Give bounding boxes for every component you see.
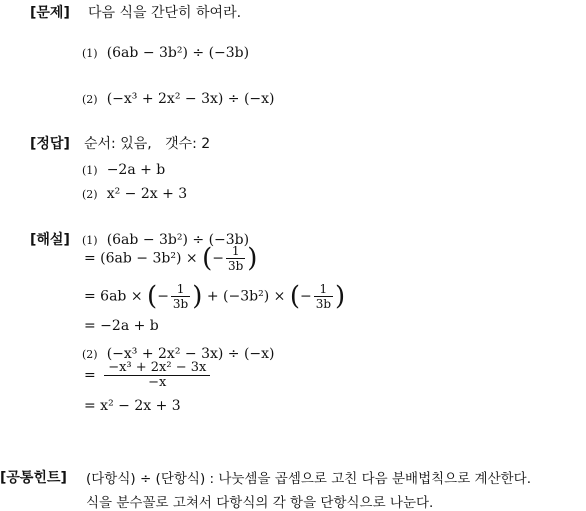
fraction-denominator: 3b	[315, 297, 332, 311]
problem-item-1-number: (1)	[82, 47, 98, 60]
close-paren: )	[335, 281, 346, 312]
explanation-1-line-2-prefix: = (6ab − 3b²) ×	[84, 250, 203, 267]
fraction-denominator: 3b	[227, 259, 244, 273]
answer-item-1-number: (1)	[82, 164, 98, 177]
hint-line-2: 식을 분수꼴로 고쳐서 다항식의 각 항을 단항식으로 나눈다.	[86, 495, 434, 511]
fraction-denominator: −x	[148, 375, 167, 390]
explanation-1-line-3-mid: + (−3b²) ×	[202, 288, 290, 305]
fraction-one-over-3b	[226, 244, 245, 273]
fraction-one-over-3b	[314, 282, 333, 311]
answer-item-2-number: (2)	[82, 188, 98, 201]
answer-item-1	[82, 159, 165, 178]
answer-label: [정답]	[30, 136, 70, 152]
close-paren: )	[192, 281, 203, 312]
explanation-1-line-3-prefix: = 6ab ×	[84, 288, 148, 305]
open-paren: (	[202, 243, 213, 274]
fraction-one-over-3b	[171, 282, 190, 311]
close-paren: )	[247, 243, 258, 274]
problem-item-2-number: (2)	[82, 93, 98, 106]
explanation-2-line-3: = x² − 2x + 3	[84, 398, 181, 414]
answer-item-1-expr: −2a + b	[106, 162, 166, 178]
explanation-1-line-4: = −2a + b	[84, 318, 159, 334]
fraction-polynomial-over-minus-x	[104, 361, 210, 390]
fraction-numerator: 1	[226, 244, 245, 259]
problem-item-2-expr: (−x³ + 2x² − 3x) ÷ (−x)	[106, 91, 275, 107]
hint-line-1: (다항식) ÷ (단항식) : 나눗셈을 곱셈으로 고친 다음 분배법칙으로 계산한다.	[86, 471, 531, 487]
explanation-2-expr: (−x³ + 2x² − 3x) ÷ (−x)	[106, 346, 275, 362]
explanation-1-expr: (6ab − 3b²) ÷ (−3b)	[106, 232, 250, 248]
answer-summary: 순서: 있음, 갯수: 2	[84, 136, 211, 152]
answer-item-2-expr: x² − 2x + 3	[106, 186, 188, 202]
problem-item-1-expr: (6ab − 3b²) ÷ (−3b)	[106, 45, 250, 61]
explanation-1-line-3: = 6ab × (− $\frac{1}{3b}$ ) + (−3b²) × (− $\frac{1}{3b}$ )	[84, 281, 346, 312]
problem-label: [문제]	[30, 5, 70, 21]
fraction-numerator: −x³ + 2x² − 3x	[104, 361, 210, 376]
explanation-2-number: (2)	[82, 348, 98, 361]
problem-instruction: 다음 식을 간단히 하여라.	[88, 5, 242, 21]
explanation-1-line-2: = (6ab − 3b²) × (− $\frac{1}{3b}$ )	[84, 243, 258, 274]
hint-label: [공통힌트]	[0, 470, 67, 486]
open-paren: (	[147, 281, 158, 312]
problem-item-2	[82, 88, 275, 107]
explanation-1-number: (1)	[82, 234, 98, 247]
fraction-denominator: 3b	[172, 297, 189, 311]
explanation-label: [해설]	[30, 232, 70, 248]
fraction-numerator: 1	[171, 282, 190, 297]
explanation-2-line-2: = $\frac{\text{−x³ + 2x² − 3x}}{-x}$	[84, 361, 212, 390]
open-paren: (	[289, 281, 300, 312]
fraction-numerator: 1	[314, 282, 333, 297]
answer-item-2	[82, 183, 187, 202]
problem-item-1	[82, 42, 249, 61]
